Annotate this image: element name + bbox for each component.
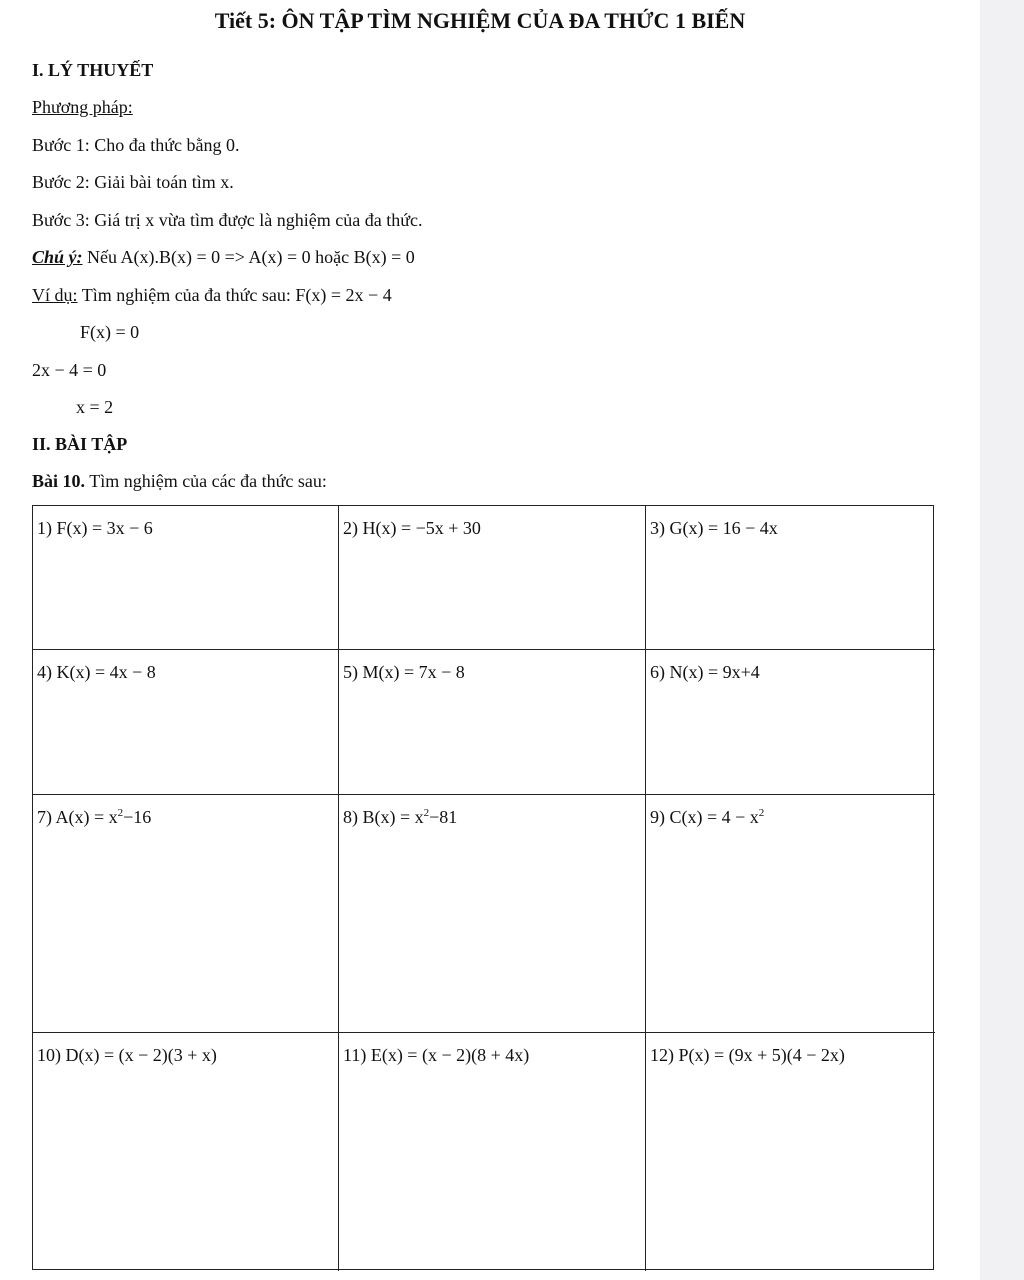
example: [32, 285, 392, 306]
exercise-cell-5[interactable]: [339, 650, 646, 795]
exercise-label-pre: 7) A(x) = x: [37, 807, 118, 827]
theory-heading: I. LÝ THUYẾT: [32, 60, 154, 80]
exercise-cell-8[interactable]: [339, 795, 646, 1033]
exercise-label: 6) N(x) = 9x+4: [650, 662, 760, 682]
problem-text: Tìm nghiệm của các đa thức sau:: [89, 471, 327, 491]
exercise-cell-6[interactable]: [646, 650, 935, 795]
exercise-label: 11) E(x) = (x − 2)(8 + 4x): [343, 1045, 530, 1065]
exercise-label: 10) D(x) = (x − 2)(3 + x): [37, 1045, 217, 1065]
exercise-cell-4[interactable]: [33, 650, 339, 795]
note-text: Nếu A(x).B(x) = 0 => A(x) = 0 hoặc B(x) = 0: [87, 247, 415, 267]
exercise-label-pre: 8) B(x) = x: [343, 807, 424, 827]
exercise-cell-3[interactable]: [646, 506, 935, 650]
exercise-label-post: −81: [429, 807, 458, 827]
step-3: Bước 3: Giá trị x vừa tìm được là nghiệm của đa thức.: [32, 210, 423, 230]
exercise-cell-10[interactable]: [33, 1033, 339, 1271]
exercise-cell-2[interactable]: [339, 506, 646, 650]
method-label: Phương pháp:: [32, 97, 133, 117]
exercise-label: 1) F(x) = 3x − 6: [37, 518, 153, 538]
exercise-label: 4) K(x) = 4x − 8: [37, 662, 156, 682]
exponent: 2: [423, 807, 430, 819]
solution-line-3: x = 2: [76, 397, 114, 417]
exercise-cell-7[interactable]: [33, 795, 339, 1033]
solution-line-2: 2x − 4 = 0: [32, 360, 107, 380]
exercise-cell-9[interactable]: [646, 795, 935, 1033]
problem-label: Bài 10.: [32, 471, 86, 491]
step-2: Bước 2: Giải bài toán tìm x.: [32, 172, 234, 192]
step-1: Bước 1: Cho đa thức bằng 0.: [32, 135, 240, 155]
exercise-cell-1[interactable]: [33, 506, 339, 650]
exercise-label: 2) H(x) = −5x + 30: [343, 518, 481, 538]
page-title: Tiết 5: ÔN TẬP TÌM NGHIỆM CỦA ĐA THỨC 1 BIẾN: [214, 8, 746, 33]
exercise-cell-11[interactable]: [339, 1033, 646, 1271]
exponent: 2: [758, 807, 765, 819]
exercise-label: 12) P(x) = (9x + 5)(4 − 2x): [650, 1045, 845, 1065]
example-label: Ví dụ:: [32, 285, 78, 305]
solution-line-1: F(x) = 0: [80, 322, 140, 342]
example-text: Tìm nghiệm của đa thức sau: F(x) = 2x − 4: [81, 285, 392, 305]
note-label: Chú ý:: [32, 247, 83, 267]
exercise-cell-12[interactable]: [646, 1033, 935, 1271]
exercise-label: 3) G(x) = 16 − 4x: [650, 518, 778, 538]
exercise-label: 5) M(x) = 7x − 8: [343, 662, 465, 682]
exponent: 2: [117, 807, 124, 819]
exercise-label-post: −16: [123, 807, 152, 827]
viewer-margin: [980, 0, 1024, 1280]
exercise-table: [32, 505, 934, 1270]
exercises-heading: II. BÀI TẬP: [32, 434, 128, 454]
note: [32, 247, 415, 268]
problem-statement: [32, 471, 327, 492]
exercise-label-pre: 9) C(x) = 4 − x: [650, 807, 759, 827]
